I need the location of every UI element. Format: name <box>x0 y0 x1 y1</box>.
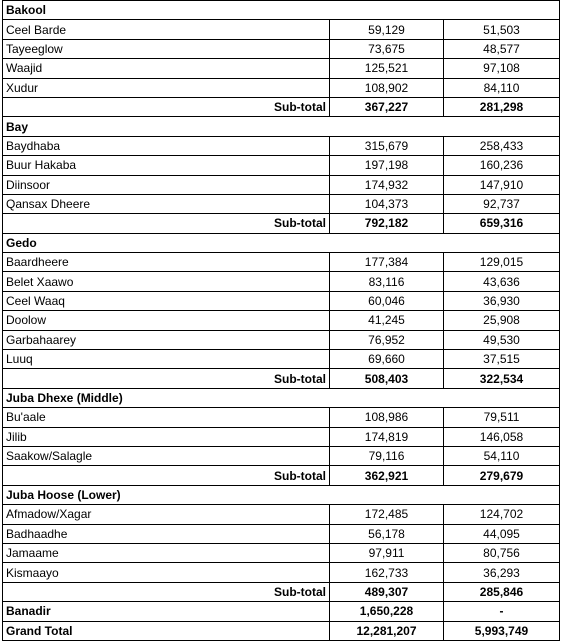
subtotal-row <box>3 369 560 388</box>
value-col-2: 97,108 <box>444 59 560 78</box>
district-name: Bu'aale <box>3 408 330 427</box>
table-row <box>3 291 560 310</box>
region-header-row <box>3 388 560 407</box>
district-name: Waajid <box>3 59 330 78</box>
subtotal-value-2: 659,316 <box>444 214 560 233</box>
region-header-row <box>3 485 560 504</box>
district-name: Buur Hakaba <box>3 156 330 175</box>
subtotal-value-1: 792,182 <box>330 214 444 233</box>
value-col-1: 76,952 <box>330 330 444 349</box>
grand-total-value-1: 12,281,207 <box>330 621 444 640</box>
district-name: Tayeeglow <box>3 39 330 58</box>
table-row <box>3 563 560 582</box>
table-row <box>3 272 560 291</box>
table-row <box>3 446 560 465</box>
value-col-2: 25,908 <box>444 311 560 330</box>
value-col-2: 258,433 <box>444 136 560 155</box>
subtotal-value-2: 322,534 <box>444 369 560 388</box>
value-col-2: 92,737 <box>444 194 560 213</box>
district-name: Jilib <box>3 427 330 446</box>
value-col-2: 36,930 <box>444 291 560 310</box>
subtotal-label: Sub-total <box>3 369 330 388</box>
value-col-2: 147,910 <box>444 175 560 194</box>
grand-total-label: Grand Total <box>3 621 330 640</box>
value-col-2: 43,636 <box>444 272 560 291</box>
value-col-1: 315,679 <box>330 136 444 155</box>
value-col-1: 197,198 <box>330 156 444 175</box>
value-col-2: 84,110 <box>444 78 560 97</box>
value-col-1: 104,373 <box>330 194 444 213</box>
banadir-value-1: 1,650,228 <box>330 602 444 621</box>
value-col-1: 69,660 <box>330 350 444 369</box>
region-name: Juba Dhexe (Middle) <box>3 388 560 407</box>
value-col-1: 108,902 <box>330 78 444 97</box>
subtotal-value-1: 489,307 <box>330 582 444 601</box>
value-col-1: 41,245 <box>330 311 444 330</box>
table-row <box>3 59 560 78</box>
region-name: Bay <box>3 117 560 136</box>
region-header-row <box>3 233 560 252</box>
value-col-1: 83,116 <box>330 272 444 291</box>
district-name: Ceel Waaq <box>3 291 330 310</box>
value-col-1: 174,819 <box>330 427 444 446</box>
region-header-row <box>3 117 560 136</box>
value-col-1: 59,129 <box>330 20 444 39</box>
population-table <box>2 0 560 641</box>
table-row <box>3 253 560 272</box>
region-header-row <box>3 1 560 20</box>
subtotal-value-1: 362,921 <box>330 466 444 485</box>
district-name: Badhaadhe <box>3 524 330 543</box>
value-col-2: 44,095 <box>444 524 560 543</box>
value-col-2: 51,503 <box>444 20 560 39</box>
subtotal-label: Sub-total <box>3 466 330 485</box>
region-name: Bakool <box>3 1 560 20</box>
district-name: Belet Xaawo <box>3 272 330 291</box>
subtotal-value-1: 508,403 <box>330 369 444 388</box>
value-col-2: 36,293 <box>444 563 560 582</box>
table-row <box>3 136 560 155</box>
banadir-value-2: - <box>444 602 560 621</box>
subtotal-value-2: 281,298 <box>444 97 560 116</box>
table-row <box>3 175 560 194</box>
subtotal-row <box>3 582 560 601</box>
district-name: Doolow <box>3 311 330 330</box>
value-col-1: 172,485 <box>330 505 444 524</box>
value-col-2: 146,058 <box>444 427 560 446</box>
district-name: Baydhaba <box>3 136 330 155</box>
subtotal-value-2: 279,679 <box>444 466 560 485</box>
value-col-2: 80,756 <box>444 543 560 562</box>
table-row <box>3 524 560 543</box>
value-col-1: 79,116 <box>330 446 444 465</box>
district-name: Diinsoor <box>3 175 330 194</box>
table-row <box>3 408 560 427</box>
table-row <box>3 156 560 175</box>
banadir-row <box>3 602 560 621</box>
table-row <box>3 330 560 349</box>
table-row <box>3 311 560 330</box>
subtotal-value-1: 367,227 <box>330 97 444 116</box>
subtotal-row <box>3 214 560 233</box>
table-row <box>3 543 560 562</box>
value-col-1: 56,178 <box>330 524 444 543</box>
district-name: Xudur <box>3 78 330 97</box>
value-col-1: 174,932 <box>330 175 444 194</box>
value-col-2: 54,110 <box>444 446 560 465</box>
value-col-1: 73,675 <box>330 39 444 58</box>
region-name: Juba Hoose (Lower) <box>3 485 560 504</box>
subtotal-row <box>3 97 560 116</box>
value-col-1: 162,733 <box>330 563 444 582</box>
table-row <box>3 78 560 97</box>
value-col-1: 125,521 <box>330 59 444 78</box>
subtotal-row <box>3 466 560 485</box>
value-col-2: 160,236 <box>444 156 560 175</box>
value-col-1: 177,384 <box>330 253 444 272</box>
value-col-2: 49,530 <box>444 330 560 349</box>
table-row <box>3 194 560 213</box>
value-col-1: 97,911 <box>330 543 444 562</box>
district-name: Baardheere <box>3 253 330 272</box>
table-body <box>3 1 560 641</box>
subtotal-label: Sub-total <box>3 214 330 233</box>
value-col-2: 37,515 <box>444 350 560 369</box>
table-row <box>3 39 560 58</box>
table-row <box>3 505 560 524</box>
value-col-2: 129,015 <box>444 253 560 272</box>
district-name: Ceel Barde <box>3 20 330 39</box>
region-name: Gedo <box>3 233 560 252</box>
value-col-2: 79,511 <box>444 408 560 427</box>
district-name: Luuq <box>3 350 330 369</box>
subtotal-label: Sub-total <box>3 582 330 601</box>
banadir-label: Banadir <box>3 602 330 621</box>
value-col-2: 124,702 <box>444 505 560 524</box>
grand-total-value-2: 5,993,749 <box>444 621 560 640</box>
grand-total-row <box>3 621 560 640</box>
subtotal-value-2: 285,846 <box>444 582 560 601</box>
subtotal-label: Sub-total <box>3 97 330 116</box>
district-name: Garbahaarey <box>3 330 330 349</box>
district-name: Jamaame <box>3 543 330 562</box>
table-row <box>3 20 560 39</box>
district-name: Saakow/Salagle <box>3 446 330 465</box>
value-col-1: 108,986 <box>330 408 444 427</box>
value-col-2: 48,577 <box>444 39 560 58</box>
district-name: Afmadow/Xagar <box>3 505 330 524</box>
district-name: Kismaayo <box>3 563 330 582</box>
table-row <box>3 427 560 446</box>
table-row <box>3 350 560 369</box>
district-name: Qansax Dheere <box>3 194 330 213</box>
value-col-1: 60,046 <box>330 291 444 310</box>
